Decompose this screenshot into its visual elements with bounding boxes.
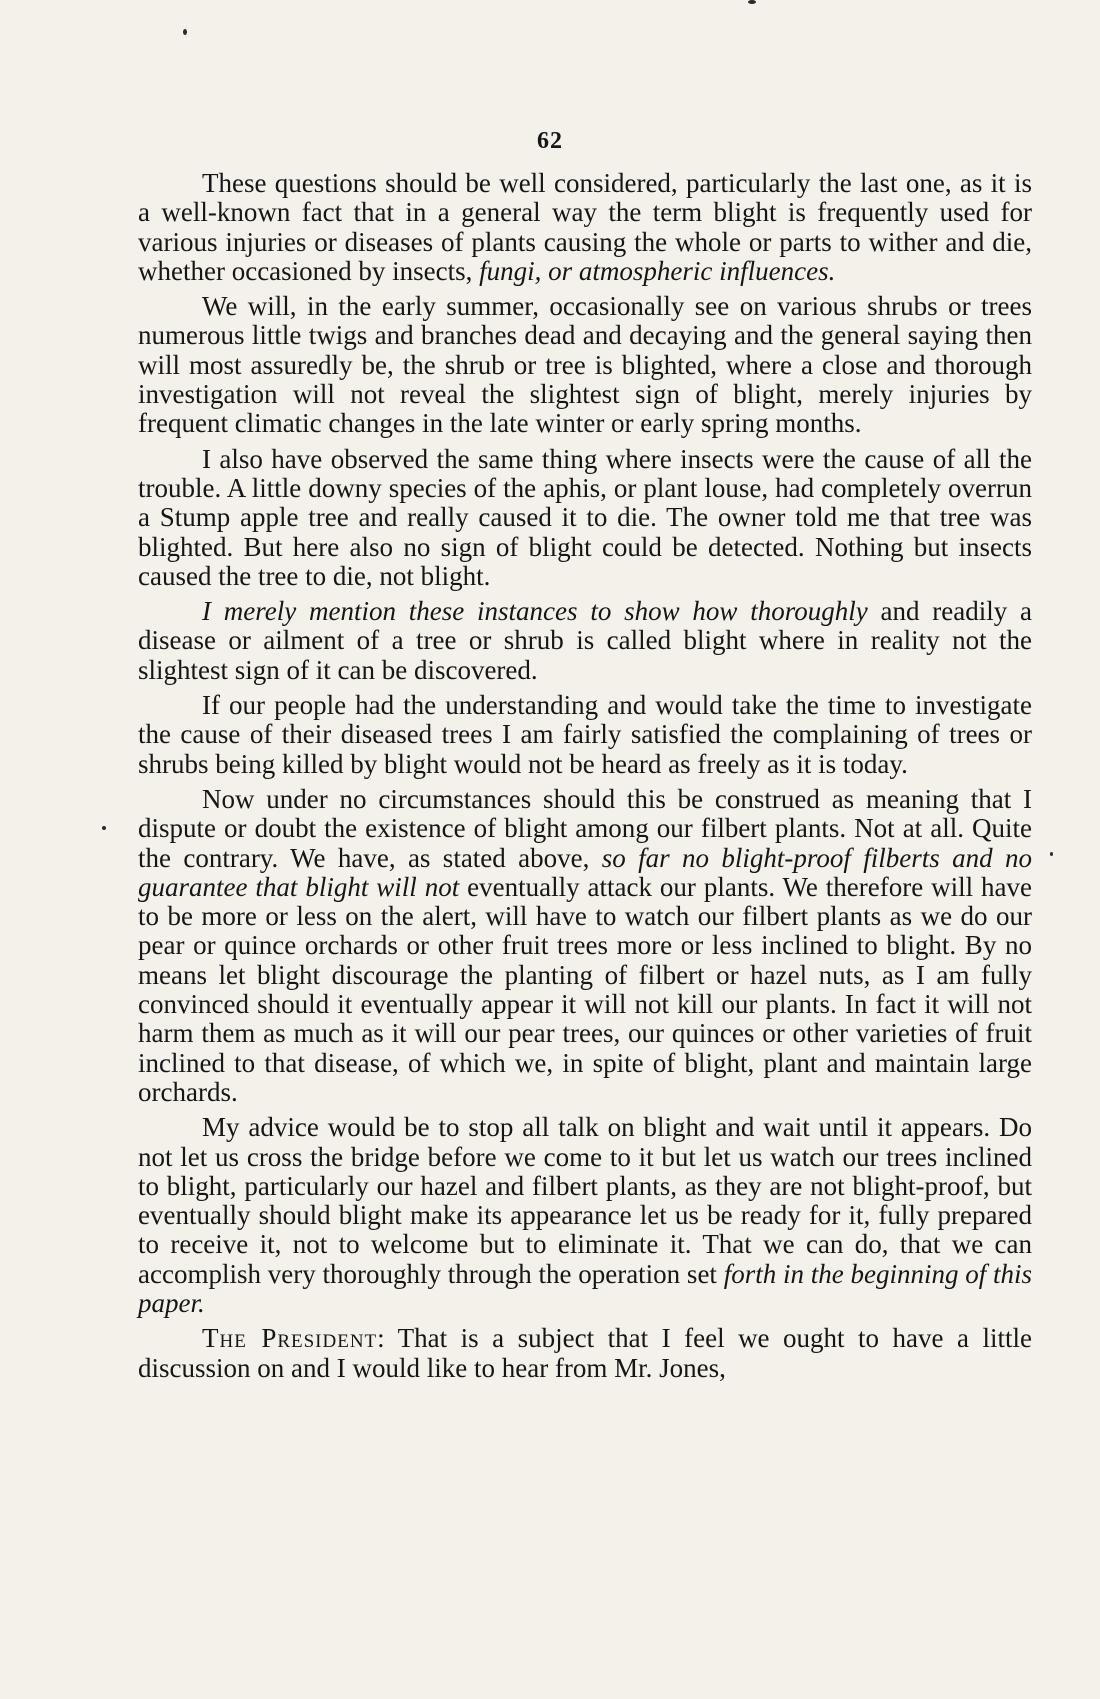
paragraph [138,785,1032,1107]
paragraph [138,1113,1032,1318]
paragraph [138,1324,1032,1383]
text-run: : That is a subject that I feel we ought to have a little discussion on and I would like to hear from Mr. Jones, [138,1323,1032,1383]
scan-speck [102,826,106,830]
text-run: If our people had the understanding and would take the time to investigate the cause of their diseased trees I am fairly satisfied the complaining of trees or shrubs being killed by blight would not be heard as freely as it is today. [138,690,1032,779]
paragraph [138,292,1032,438]
italic-text: fungi, or atmospheric influences. [479,255,836,286]
italic-text: so far no blight-proof filberts and no guarantee that blight will not [138,842,1032,902]
text-run: We will, in the early summer, occasionally see on various shrubs or trees numerous little twigs and branches dead and decaying and the general saying then will most assuredly be, the shrub or tree is blighted, where a close and thorough investigation will not reveal the slightest sign of blight, merely injuries by frequent climatic changes in the late winter or early spring months. [138,291,1032,439]
italic-text: I merely mention these instances to show how thoroughly [202,596,868,627]
text-run: and readily a disease or ailment of a tree or shrub is called blight where in reality not the slightest sign of it can be discovered. [138,596,1032,685]
text-run: I also have observed the same thing where insects were the cause of all the trouble. A little downy species of the aphis, or plant louse, had completely overrun a Stump apple tree and really caused it to die. The owner told me that tree was blighted. But here also no sign of blight could be detected. Nothing but insects caused the tree to die, not blight. [138,443,1032,591]
paragraph [138,445,1032,591]
text-run: eventually attack our plants. We therefore will have to be more or less on the alert, will have to watch our filbert plants as we do our pear or quince orchards or other fruit trees more or less inclined to blight. By no means let blight discourage the planting of filbert or hazel nuts, as I am fully convinced should it eventually appear it will not kill our plants. In fact it will not harm them as much as it will our pear trees, our quinces or other varieties of fruit inclined to that disease, of which we, in spite of blight, plant and maintain large orchards. [138,871,1032,1107]
scan-speck [1050,852,1053,856]
text-run: These questions should be well considered, particularly the last one, as it is a well-known fact that in a general way the term blight is frequently used for various injuries or diseases of plants causing the whole or parts to wither and die, whether occasioned by insects, [138,168,1032,286]
paragraph [138,169,1032,286]
italic-text: forth in the beginning of this paper. [138,1258,1033,1318]
body-text [138,169,1032,1389]
scan-speck [748,0,756,4]
text-run: Now under no circumstances should this be construed as meaning that I dispute or doubt the existence of blight among our filbert plants. Not at all. Quite the contrary. We have, as stated above, [138,783,1032,873]
scan-speck [183,29,187,35]
speaker-name: The President [202,1323,378,1354]
paragraph [138,597,1032,685]
paragraph [138,691,1032,779]
text-run: My advice would be to stop all talk on blight and wait until it appears. Do not let us cross the bridge before we come to it but let us watch our trees inclined to blight, particularly our hazel and filbert plants, as they are not blight-proof, but eventually should blight make its appearance let us be ready for it, fully prepared to receive it, not to welcome but to eliminate it. That we can do, that we can accomplish very thoroughly through the operation set [138,1112,1032,1289]
page-number: 62 [537,128,563,154]
